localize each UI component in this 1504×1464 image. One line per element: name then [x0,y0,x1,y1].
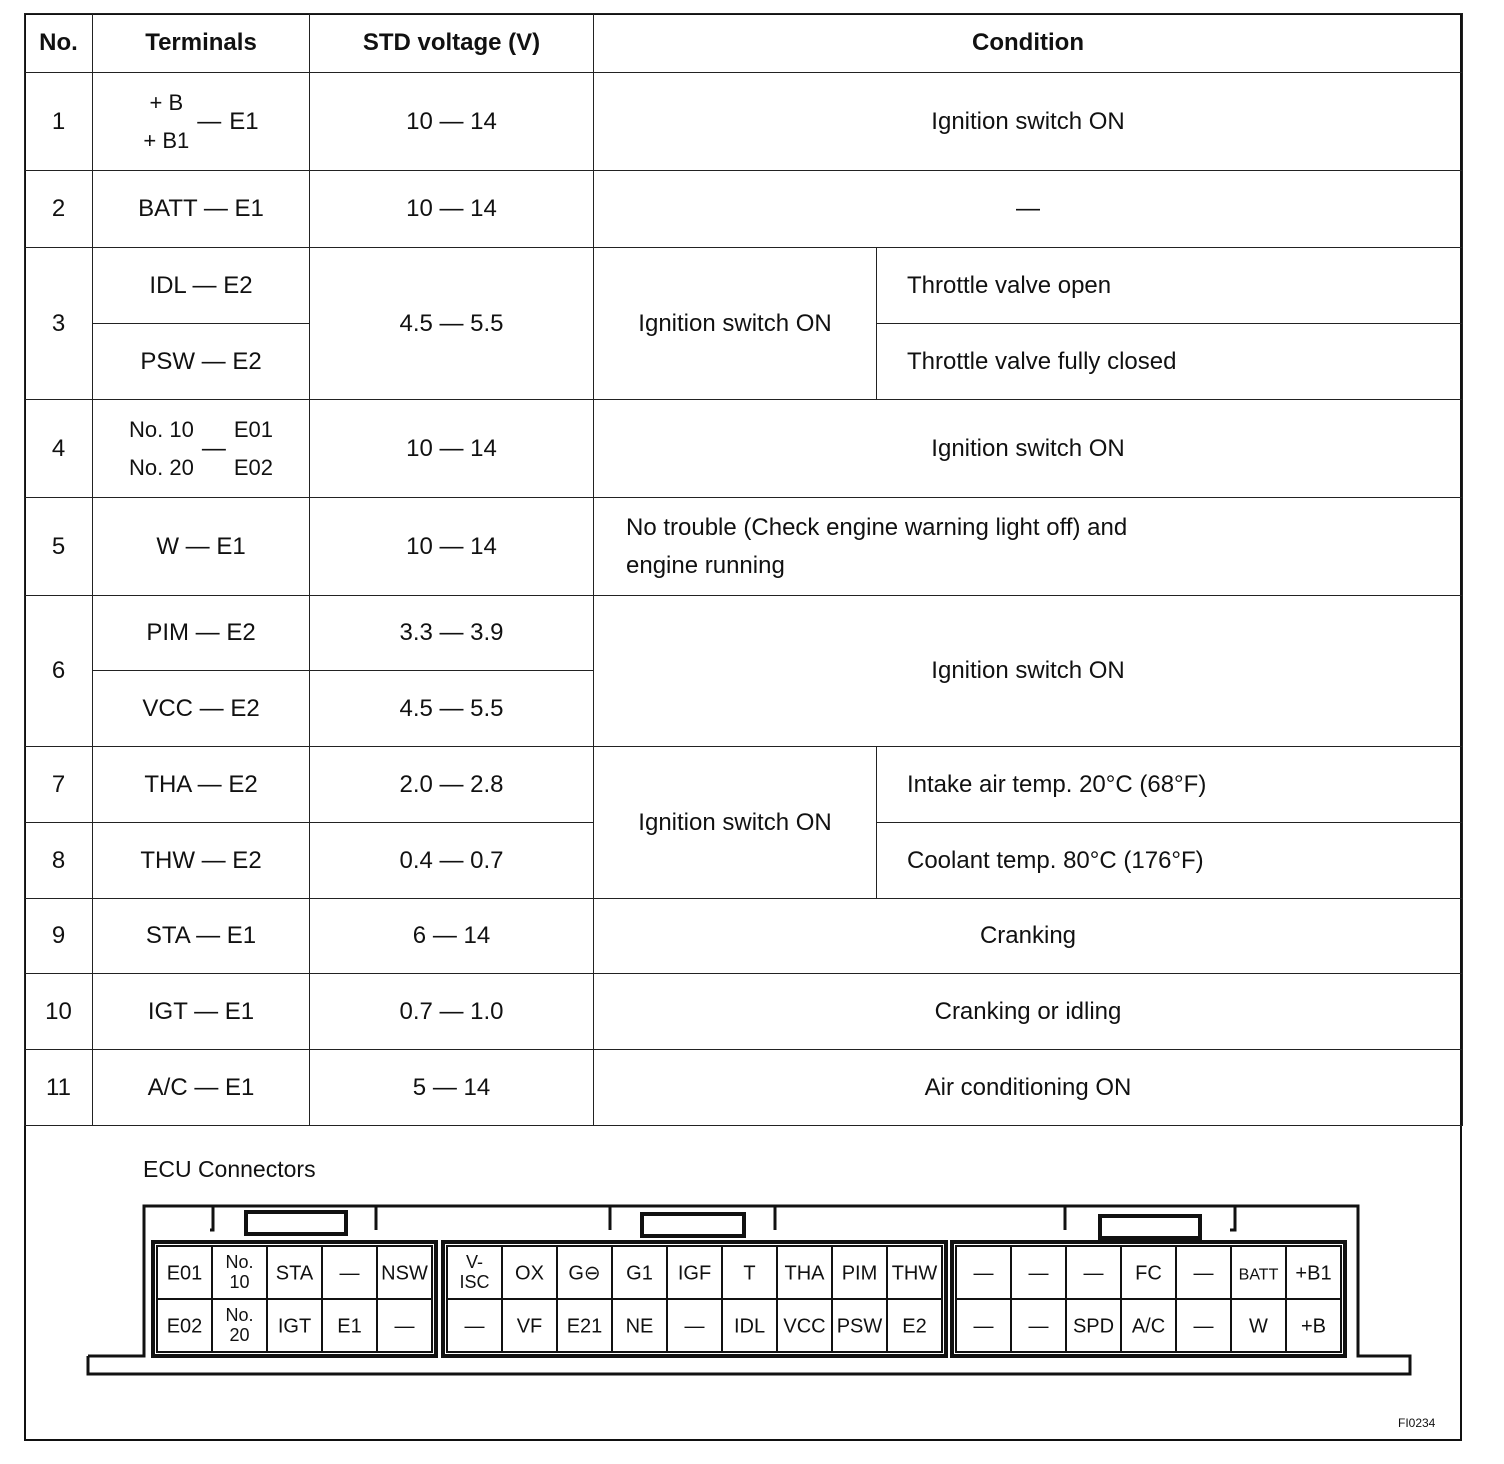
pin-label: W [1249,1315,1268,1338]
pin-label: FC [1135,1262,1162,1285]
pin-label: E02 [166,1315,203,1338]
pin-label: — [684,1315,705,1338]
table-row [25,899,1463,974]
pin-label: V-ISC [459,1252,490,1292]
row-no: 7 [25,747,93,823]
pin-label: VF [516,1315,543,1338]
connector-tab [213,1206,376,1230]
header-voltage: STD voltage (V) [310,14,594,73]
ecu-connector-diagram [80,1198,1420,1388]
row-voltage: 0.4 — 0.7 [310,823,594,899]
pin-label: E01 [166,1262,203,1285]
pin-label: — [1028,1315,1049,1338]
pin-label: THA [784,1262,825,1285]
table-row [25,1050,1463,1126]
row-voltage: 2.0 — 2.8 [310,747,594,823]
condition-line: engine running [626,551,785,579]
pin-label: VCC [783,1315,826,1338]
pin-label: — [973,1315,994,1338]
row-no: 6 [25,596,93,747]
row-subcondition: Coolant temp. 80°C (176°F) [877,823,1463,899]
pin-label: G1 [626,1262,653,1285]
pin-cells [153,1242,1345,1356]
pin-label: OX [515,1262,544,1285]
table-row [25,248,1463,324]
row-voltage: 10 — 14 [310,400,594,498]
pin-label: NSW [381,1262,428,1285]
pin-label: +B1 [1295,1262,1332,1285]
row-condition: Ignition switch ON [594,73,1463,171]
pin-label: STA [275,1262,314,1285]
table-row [25,73,1463,171]
terminal-e1: E1 [229,107,259,135]
row-terminals: STA — E1 [93,899,310,974]
pin-label: A/C [1131,1315,1166,1338]
table-row [25,747,1463,823]
terminal-no10: No. 10 [129,416,194,442]
row-voltage: 0.7 — 1.0 [310,974,594,1050]
row-subcondition: Intake air temp. 20°C (68°F) [877,747,1463,823]
row-terminals: A/C — E1 [93,1050,310,1126]
row-voltage: 3.3 — 3.9 [310,596,594,671]
row-voltage: 10 — 14 [310,73,594,171]
row-voltage: 4.5 — 5.5 [310,248,594,400]
voltage-spec-table [24,13,1463,1126]
pin-label: No. 20 [225,1305,254,1345]
pin-label: PSW [836,1315,883,1338]
row-no: 2 [25,171,93,248]
row-no: 3 [25,248,93,400]
row-no: 4 [25,400,93,498]
table-row [25,400,1463,498]
pin-label: No. 10 [225,1252,254,1292]
header-condition: Condition [594,14,1463,73]
pin-label: — [1028,1262,1049,1285]
row-terminals: W — E1 [93,498,310,596]
table-header-row [25,14,1463,73]
pin-label: NE [625,1315,654,1338]
row-condition [594,498,1463,596]
pin-label: — [1193,1315,1214,1338]
row-voltage: 10 — 14 [310,171,594,248]
row-voltage: 6 — 14 [310,899,594,974]
row-voltage: 10 — 14 [310,498,594,596]
row-condition: Ignition switch ON [594,596,1463,747]
header-terminals: Terminals [93,14,310,73]
pin-label: G⊖ [568,1262,601,1285]
row-terminals [93,400,310,498]
row-subcondition: Throttle valve open [877,248,1463,324]
pin-label: — [1193,1262,1214,1285]
pin-label: +B [1300,1315,1327,1338]
row-voltage: 4.5 — 5.5 [310,671,594,747]
row-condition: Ignition switch ON [594,747,877,899]
pin-label: PIM [841,1262,878,1285]
header-no: No. [25,14,93,73]
row-terminals: THW — E2 [93,823,310,899]
terminal-b1: + B1 [143,127,190,153]
pin-label: IDL [733,1315,766,1338]
pin-label: — [339,1262,360,1285]
pin-label: E1 [337,1315,362,1338]
pin-label: SPD [1072,1315,1115,1338]
pin-label: BATT [1238,1266,1279,1284]
row-condition: Ignition switch ON [594,400,1463,498]
condition-line: No trouble (Check engine warning light off) and [626,513,1128,541]
terminal-dash: — [197,107,222,135]
row-condition: Cranking [594,899,1463,974]
terminal-b: + B [149,89,184,115]
row-condition: — [594,171,1463,248]
latch-slot [1100,1216,1200,1238]
pin-label: E2 [902,1315,927,1338]
row-terminals [93,73,310,171]
pin-label: — [1083,1262,1104,1285]
row-condition: Cranking or idling [594,974,1463,1050]
row-no: 5 [25,498,93,596]
row-terminals: THA — E2 [93,747,310,823]
row-terminals: VCC — E2 [93,671,310,747]
row-no: 1 [25,73,93,171]
row-no: 11 [25,1050,93,1126]
row-no: 9 [25,899,93,974]
row-no: 10 [25,974,93,1050]
pin-label: E21 [566,1315,603,1338]
latch-slot [642,1214,744,1236]
row-terminals: IGT — E1 [93,974,310,1050]
figure-id: FI0234 [1398,1416,1436,1430]
ecu-connectors-label: ECU Connectors [143,1156,316,1182]
row-terminals: IDL — E2 [93,248,310,324]
table-row [25,171,1463,248]
row-terminals: BATT — E1 [93,171,310,248]
row-terminals: PSW — E2 [93,324,310,400]
pin-label: IGF [677,1262,712,1285]
table-row [25,596,1463,671]
pin-label: T [743,1262,756,1285]
row-no: 8 [25,823,93,899]
row-voltage: 5 — 14 [310,1050,594,1126]
terminal-e02: E02 [233,454,273,480]
pin-label: — [394,1315,415,1338]
terminal-no20: No. 20 [129,454,194,480]
row-condition: Ignition switch ON [594,248,877,400]
terminal-dash: — [201,434,226,462]
latch-slot [246,1212,346,1234]
pin-label: THW [891,1262,938,1285]
row-condition: Air conditioning ON [594,1050,1463,1126]
pin-label: — [973,1262,994,1285]
pin-label: — [464,1315,485,1338]
row-terminals: PIM — E2 [93,596,310,671]
pin-label: IGT [277,1315,312,1338]
table-row [25,498,1463,596]
terminal-e01: E01 [233,416,273,442]
row-subcondition: Throttle valve fully closed [877,324,1463,400]
table-row [25,974,1463,1050]
